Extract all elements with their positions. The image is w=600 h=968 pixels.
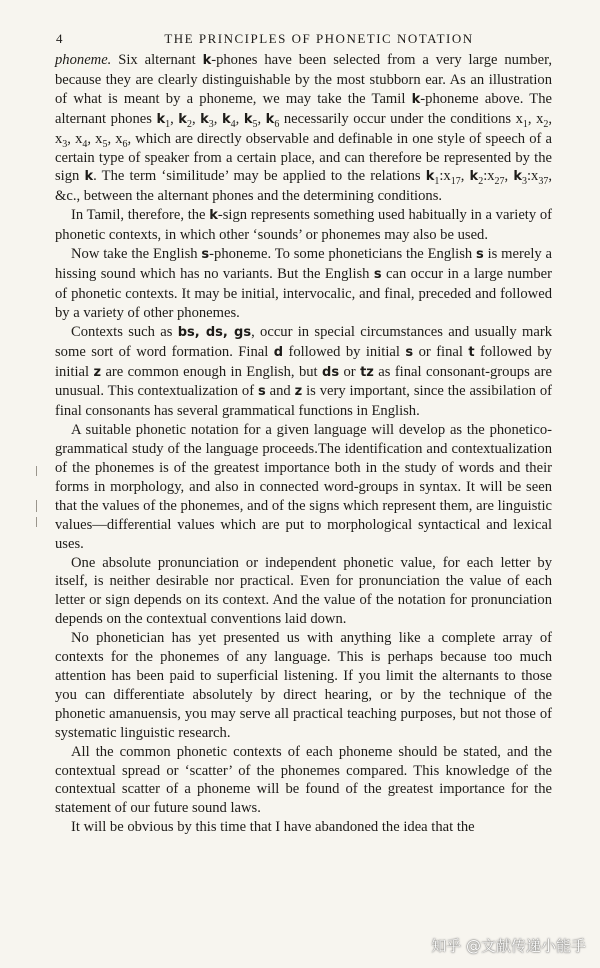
margin-mark — [36, 500, 37, 512]
page-header — [56, 31, 552, 49]
paragraph: A suitable phonetic notation for a given language will develop as the phonetico-grammatical study of the language proceeds.The identification and contextualization of the phonemes is of the greatest importance both in the study of words and their forms in morphology, and also in connected word-groups in syntax. It will be seen that the values of the phonemes, and of the signs which represent them, are linguistic values—differential values which are put to morphological syntactical and lexical uses. — [55, 422, 552, 552]
paragraph: In Tamil, therefore, the k-sign represents something used habitually in a variety of phonetic contexts, in which other ‘sounds’ or phonemes may also be used. — [55, 207, 552, 244]
paragraph: No phonetician has yet presented us with anything like a complete array of contexts for the phonemes of any language. This is perhaps because too much attention has been paid to superficial listening. If you limit the alternants to those you can differentiate absolutely by direct hearing, or by the technique of the phonetic amanuensis, you may serve all practical teaching purposes, but not those of systematic linguistic research. — [55, 630, 552, 741]
page-number: 4 — [56, 31, 63, 46]
paragraph: One absolute pronunciation or independent phonetic value, for each letter by itself, is neither desirable nor practical. Even for pronunciation the value of each letter or sign depends on its context. And the value of the notation for pronunciation depends on the contextual conventions laid down. — [55, 554, 552, 628]
running-head: THE PRINCIPLES OF PHONETIC NOTATION — [164, 31, 474, 46]
paragraph: phoneme. Six alternant k-phones have been selected from a very large number, because they are clearly distinguishable by the most stubborn ear. As an illustration of what is meant by a phoneme, we may take the Tamil k-phoneme above. The alternant phones $k_1$, $k_2$, $k_3$, $k_4$, $k_5$, $k_6$ necessarily occur under the conditions $x_1$, $x_2$, $x_3$, $x_4$, $x_5$, $x_6$, which are directly observable and definable in one style of speech of a certain type of speaker from a certain place, and can therefore be represented by the sign k. The term ‘similitude’ may be applied to the relations $k_1:x_{17}$, $k_2:x_{27}$, $k_3:x_{37}$, &c., between the alternant phones and the determining conditions. — [55, 52, 553, 205]
paragraph: All the common phonetic contexts of each phoneme should be stated, and the contextual spread or ‘scatter’ of the phonemes compared. This knowledge of the contextual scatter of a phoneme will be found of the greatest importance for the statement of our future sound laws. — [55, 743, 552, 817]
paragraph: Now take the English s-phoneme. To some phoneticians the English s is merely a hissing sound which has no variants. But the English s can occur in a large number of phonetic contexts. It may be initial, intervocalic, and final, preceded and followed by a variety of other phonemes. — [55, 246, 552, 321]
paragraph: It will be obvious by this time that I have abandoned the idea that the — [71, 819, 475, 836]
paragraph: Contexts such as bs, ds, gs, occur in special circumstances and usually mark some sort of word formation. Final d followed by initial s or final t followed by initial z are common enough in English, but ds or tz as final consonant-groups are unusual. This contextualization of s and z is very important, since the assibilation of final consonants has several grammatical functions in English. — [55, 323, 553, 420]
watermark: 知乎 @文献传递小能手 — [431, 937, 586, 955]
margin-mark — [36, 517, 37, 527]
margin-mark — [36, 466, 37, 476]
body-text — [55, 51, 552, 837]
